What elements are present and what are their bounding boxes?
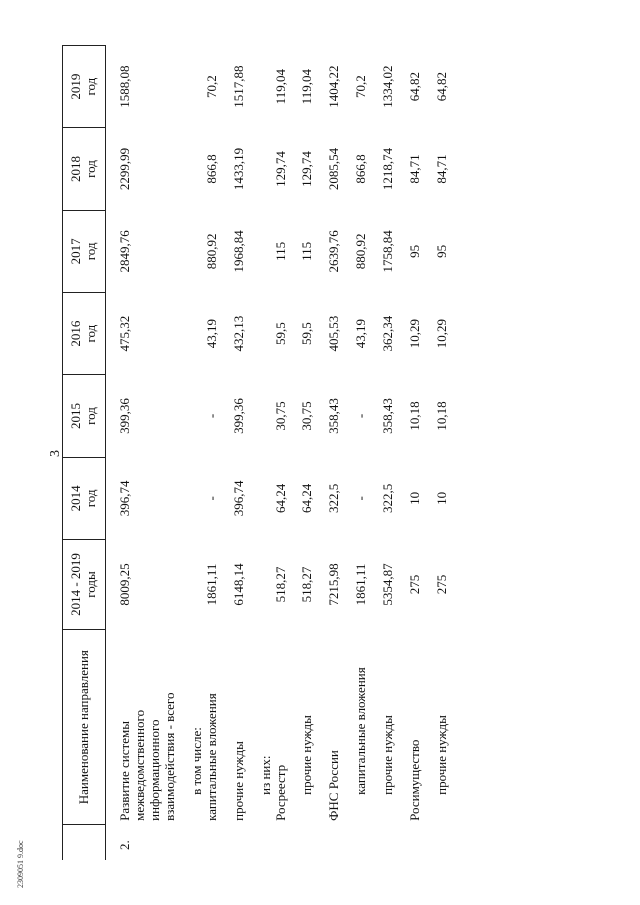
table-row: [205, 46, 220, 861]
cell-value: 322,5: [380, 483, 396, 513]
cell-value: 43,19: [353, 319, 369, 349]
cell-value: 7215,98: [326, 563, 342, 606]
cell-value: 880,92: [353, 233, 369, 270]
table-row: [274, 46, 289, 861]
cell-value: 2849,76: [117, 230, 132, 273]
row-name: прочие нужды: [299, 715, 315, 795]
cell-value: 10: [434, 491, 450, 505]
cell-value: 70,2: [353, 75, 369, 99]
cell-value: 5354,87: [380, 563, 396, 606]
cell-value: 10,18: [407, 401, 423, 431]
header-direction-name: Наименование направления: [63, 629, 106, 824]
cell-value: 475,32: [117, 315, 132, 352]
page-number: 3: [48, 450, 63, 457]
cell-value: 129,74: [299, 151, 315, 187]
cell-value: 1758,84: [380, 230, 396, 273]
cell-value: 30,75: [299, 401, 315, 431]
row-name: Развитие системы межведомственного информационного взаимодействия - всего: [117, 692, 177, 821]
row-name: в том числе:: [188, 727, 204, 795]
header-2018: 2018 год: [63, 128, 106, 210]
header-2014: 2014 год: [63, 457, 106, 539]
cell-value: 518,27: [272, 566, 288, 603]
cell-value: 1517,88: [230, 65, 246, 108]
cell-value: 59,5: [272, 322, 288, 346]
header-period-total: 2014 - 2019 годы: [63, 539, 106, 629]
table-row: [220, 46, 247, 861]
cell-value: 84,71: [434, 154, 450, 184]
cell-value: 2639,76: [326, 230, 342, 273]
cell-value: 115: [272, 241, 288, 261]
cell-value: -: [203, 413, 219, 419]
cell-value: 1334,02: [380, 65, 396, 108]
cell-value: -: [353, 413, 369, 419]
cell-value: 59,5: [299, 322, 315, 346]
cell-value: 358,43: [380, 398, 396, 434]
header-row: [63, 46, 106, 861]
cell-value: 84,71: [407, 154, 423, 184]
row-name: капитальные вложения: [203, 693, 219, 821]
header-2015: 2015 год: [63, 375, 106, 457]
header-2016: 2016 год: [63, 293, 106, 375]
cell-value: 432,13: [230, 315, 246, 352]
header-number: [63, 825, 106, 860]
cell-value: 880,92: [203, 233, 219, 270]
cell-value: 119,04: [299, 69, 315, 105]
cell-value: 1861,11: [353, 563, 369, 606]
cell-value: 866,8: [353, 154, 369, 184]
cell-value: 322,5: [326, 483, 342, 513]
cell-value: 70,2: [203, 75, 219, 99]
header-2019: 2019 год: [63, 46, 106, 128]
funding-table: [62, 45, 450, 860]
cell-value: 43,19: [203, 319, 219, 349]
cell-value: 10,29: [407, 319, 423, 349]
table-row: [396, 46, 423, 861]
cell-value: 10: [407, 491, 423, 505]
row-name: из них:: [257, 755, 273, 795]
cell-value: 95: [434, 244, 450, 258]
cell-value: 1433,19: [230, 147, 246, 191]
row-name: прочие нужды: [230, 741, 246, 821]
cell-value: 1404,22: [326, 65, 342, 108]
table-row: [106, 46, 178, 861]
cell-value: -: [203, 496, 219, 501]
cell-value: -: [353, 496, 369, 501]
table-row: [288, 46, 315, 861]
cell-value: 275: [407, 574, 423, 595]
table-row: [423, 46, 450, 861]
cell-value: 275: [434, 574, 450, 595]
cell-value: 396,74: [117, 480, 132, 517]
cell-value: 95: [407, 244, 423, 258]
row-name: прочие нужды: [380, 715, 396, 795]
cell-value: 64,82: [407, 72, 423, 102]
cell-value: 129,74: [272, 151, 288, 187]
table-row: [247, 46, 274, 861]
cell-value: 1218,74: [380, 147, 396, 191]
row-name: прочие нужды: [434, 715, 450, 795]
cell-value: 10,18: [434, 401, 450, 431]
row-number: 2.: [117, 840, 132, 850]
funding-table-container: [62, 45, 622, 860]
document-filename: 2309051 9.doc: [16, 840, 25, 888]
cell-value: 2085,54: [326, 147, 342, 191]
cell-value: 64,82: [434, 72, 450, 102]
table-row: [178, 46, 205, 861]
cell-value: 362,34: [380, 315, 396, 352]
cell-value: 866,8: [203, 154, 219, 184]
cell-value: 1861,11: [203, 563, 219, 606]
cell-value: 399,36: [117, 398, 132, 434]
cell-value: 1968,84: [230, 230, 246, 273]
row-name: Росреестр: [272, 764, 288, 821]
table-row: [315, 46, 342, 861]
row-name: капитальные вложения: [353, 667, 369, 795]
cell-value: 64,24: [299, 483, 315, 513]
cell-value: 30,75: [272, 401, 288, 431]
cell-value: 119,04: [272, 69, 288, 105]
cell-value: 6148,14: [230, 563, 246, 606]
cell-value: 115: [299, 241, 315, 261]
cell-value: 518,27: [299, 566, 315, 603]
table-row: [342, 46, 369, 861]
cell-value: 399,36: [230, 398, 246, 434]
cell-value: 396,74: [230, 480, 246, 517]
header-2017: 2017 год: [63, 210, 106, 292]
cell-value: 2299,99: [117, 147, 132, 191]
cell-value: 405,53: [326, 315, 342, 352]
cell-value: 10,29: [434, 319, 450, 349]
cell-value: 64,24: [272, 483, 288, 513]
cell-value: 8009,25: [117, 563, 132, 606]
row-name: ФНС России: [326, 750, 342, 821]
cell-value: 358,43: [326, 398, 342, 434]
row-name: Росимущество: [407, 739, 423, 821]
cell-value: 1588,08: [117, 65, 132, 108]
table-row: [369, 46, 396, 861]
